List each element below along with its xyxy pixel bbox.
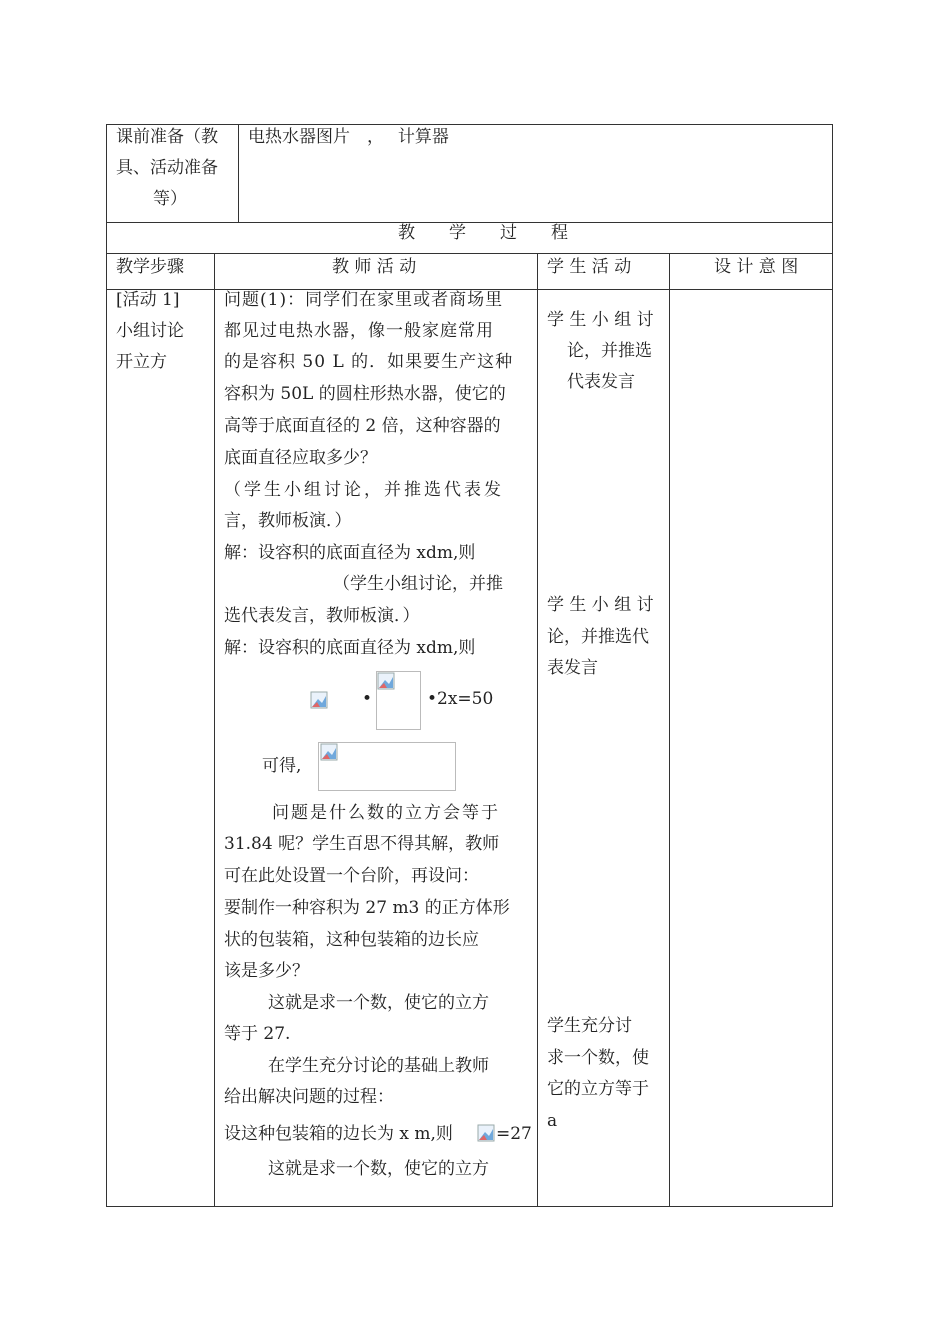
student-s3-line-3: 它的立方等于 <box>547 1079 649 1099</box>
teacher-p3: 解：设容积的底面直径为 xdm,则 <box>224 543 476 563</box>
teacher-p1-line-5: 高等于底面直径的 2 倍，这种容器的 <box>224 416 501 436</box>
student-s1-line-3: 代表发言 <box>567 372 635 392</box>
teacher-p2-line-2: 言，教师板演．） <box>224 511 352 531</box>
student-s3-line-4: a <box>547 1111 558 1131</box>
teacher-p1-line-2: 都见过电热水器，像一般家庭常用 <box>224 321 494 341</box>
teacher-p6-line-2: 31.84 呢？学生百思不得其解，教师 <box>224 834 500 854</box>
student-s2-line-1: 学 生 小 组 讨 <box>547 595 654 615</box>
teacher-p4-line-1: （学生小组讨论，并推 <box>333 574 503 594</box>
teacher-p7-line-1: 这就是求一个数，使它的立方 <box>268 993 489 1013</box>
prep-label-line-2: 具、活动准备 <box>116 158 218 178</box>
process-title: 教 学 过 程 <box>398 223 568 243</box>
obtain-label: 可得, <box>262 756 302 776</box>
student-s3-line-2: 求一个数，使 <box>547 1048 649 1068</box>
col-divider-1 <box>214 253 215 1207</box>
header-design: 设 计 意 图 <box>714 257 799 277</box>
step-line-2: 小组讨论 <box>116 321 184 341</box>
teacher-p6-line-1: 问题是什么数的立方会等于 <box>272 803 500 823</box>
header-teacher: 教 师 活 动 <box>332 257 417 277</box>
teacher-p1-line-6: 底面直径应取多少？ <box>224 448 377 468</box>
teacher-p8-line-1: 在学生充分讨论的基础上教师 <box>268 1056 489 1076</box>
teacher-p6-line-6: 该是多少？ <box>224 961 309 981</box>
teacher-p1-line-3: 的是容积 50 L 的．如果要生产这种 <box>224 352 514 372</box>
header-student: 学 生 活 动 <box>547 257 632 277</box>
teacher-p8-line-2: 给出解决问题的过程： <box>224 1087 394 1107</box>
teacher-p9-prefix: 设这种包装箱的边长为 x m,则 <box>224 1124 453 1144</box>
student-s1-line-1: 学 生 小 组 讨 <box>547 310 654 330</box>
teacher-p1-line-4: 容积为 50L 的圆柱形热水器，使它的 <box>224 384 506 404</box>
eq-tail: •2x=50 <box>427 689 494 709</box>
col-divider-3 <box>669 253 670 1207</box>
student-s2-line-2: 论，并推选代 <box>547 627 649 647</box>
prep-content: 电热水器图片 ， 计算器 <box>248 127 449 147</box>
teacher-p9-suffix: =27 <box>496 1124 532 1144</box>
student-s1-line-2: 论，并推选 <box>567 341 652 361</box>
student-s2-line-3: 表发言 <box>547 658 598 678</box>
result-image-frame <box>318 742 456 791</box>
image-placeholder-icon <box>477 1124 495 1142</box>
image-placeholder-icon <box>310 691 328 709</box>
teacher-p4-line-2: 选代表发言，教师板演．） <box>224 606 420 626</box>
teacher-p6-line-3: 可在此处设置一个台阶，再设问： <box>224 866 479 886</box>
prep-label-line-3: 等） <box>153 189 187 209</box>
teacher-p6-line-4: 要制作一种容积为 27 m3 的正方体形 <box>224 898 510 918</box>
teacher-p7-line-2: 等于 27. <box>224 1024 291 1044</box>
teacher-p2-line-1: （学生小组讨论，并推选代表发 <box>224 480 504 500</box>
teacher-p6-line-5: 状的包装箱，这种包装箱的边长应 <box>224 930 479 950</box>
col-divider-2 <box>537 253 538 1207</box>
teacher-p1-line-1: 问题(1)：同学们在家里或者商场里 <box>224 290 504 310</box>
step-line-3: 开立方 <box>116 352 167 372</box>
prep-divider <box>238 124 239 223</box>
teacher-p10: 这就是求一个数，使它的立方 <box>268 1159 489 1179</box>
prep-label-line-1: 课前准备（教 <box>116 127 218 147</box>
student-s3-line-1: 学生充分讨 <box>547 1016 632 1036</box>
eq-dot: • <box>362 689 373 709</box>
step-line-1: [活动 1] <box>116 290 180 310</box>
header-steps: 教学步骤 <box>116 257 184 277</box>
image-placeholder-icon <box>377 672 395 690</box>
teacher-p5: 解：设容积的底面直径为 xdm,则 <box>224 638 476 658</box>
image-placeholder-icon <box>320 743 338 761</box>
